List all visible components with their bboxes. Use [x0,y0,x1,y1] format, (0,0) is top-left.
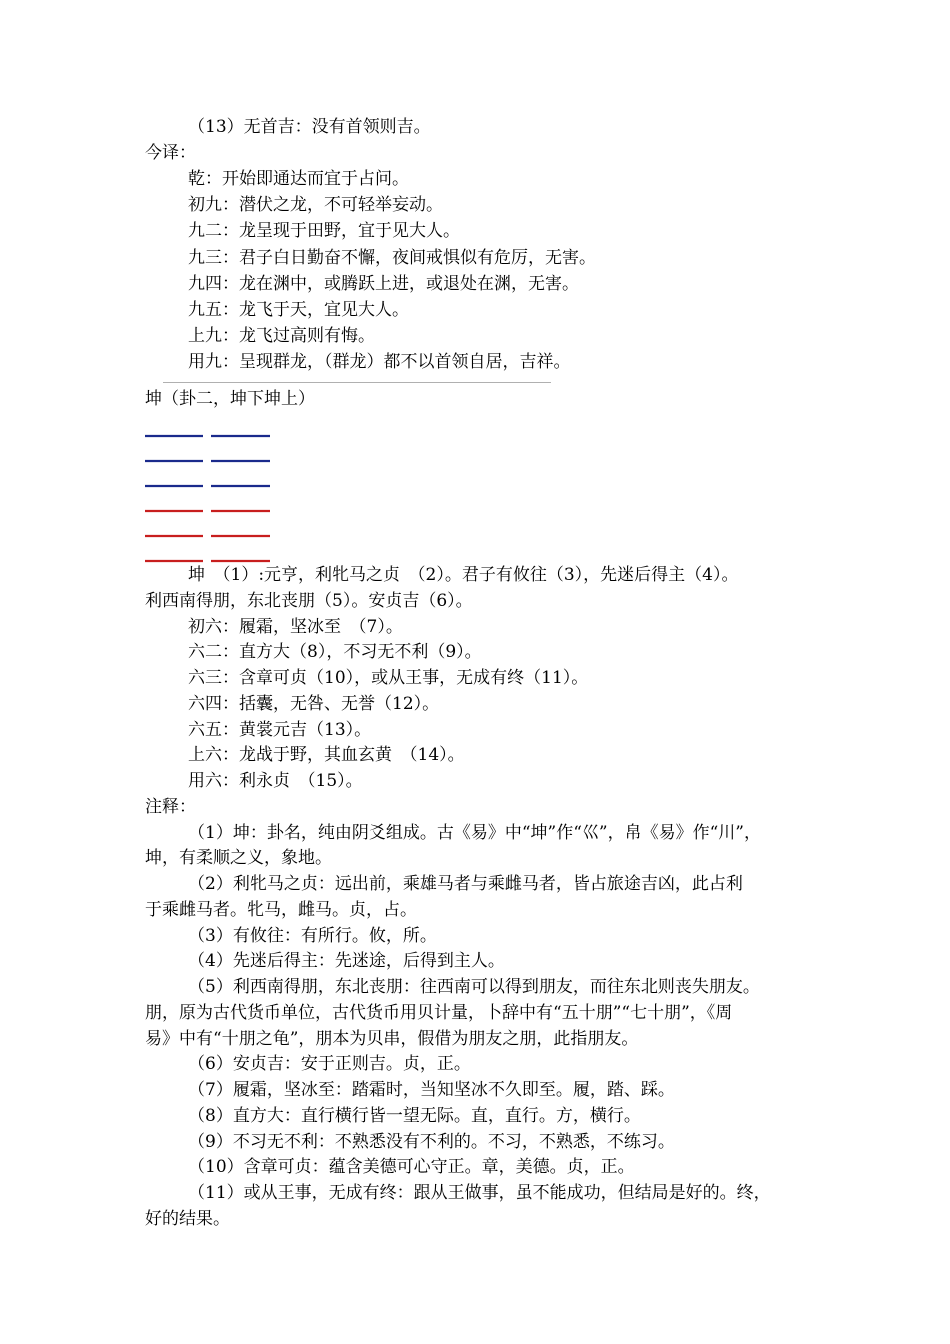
text-line: 六五：黄裳元吉（13）。 [188,719,372,740]
text-line: 九三：君子白日勤奋不懈，夜间戒惧似有危厉，无害。 [188,247,596,268]
text-line: 九五：龙飞于天，宜见大人。 [188,299,409,320]
text-line: 六四：括囊，无咎、无誉（12）。 [188,693,440,714]
text-line: 上六：龙战于野，其血玄黄 （14）。 [188,745,465,766]
section-divider [163,382,551,383]
text-line: 九四：龙在渊中，或腾跃上进，或退处在渊，无害。 [188,273,579,294]
text-line: 注释： [145,796,196,817]
text-line: 于乘雌马者。牝马，雌马。贞，占。 [145,899,417,920]
text-line: （13）无首吉：没有首领则吉。 [188,117,431,137]
text-line: （10）含章可贞：蕴含美德可心守正。章，美德。贞，正。 [188,1157,635,1178]
kun-hexagram-figure [145,425,275,565]
text-line: （2）利牝马之贞：远出前，乘雄马者与乘雌马者，皆占旅途吉凶，此占利 [188,874,743,894]
text-line: 六二：直方大（8），不习无不利（9）。 [188,642,482,663]
text-line: 朋，原为古代货币单位，古代货币用贝计量，卜辞中有“五十朋”“七十朋”，《周 [145,1002,733,1023]
text-line: （8）直方大：直行横行皆一望无际。直，直行。方，横行。 [188,1105,641,1126]
text-line: （4）先迷后得主：先迷途，后得到主人。 [188,951,505,972]
text-line: （3）有攸往：有所行。攸，所。 [188,925,437,946]
text-line: （6）安贞吉：安于正则吉。贞，正。 [188,1054,471,1075]
text-line: 坤 （1）:元亨，利牝马之贞 （2）。君子有攸往（3），先迷后得主（4）。 [188,565,739,585]
text-line: 坤，有柔顺之义，象地。 [145,848,332,869]
text-line: 用九：呈现群龙，（群龙）都不以首领自居，吉祥。 [188,351,571,372]
hexagram-lines [145,425,275,565]
text-line: 利西南得朋，东北丧朋（5）。安贞吉（6）。 [145,590,473,611]
text-line: 六三：含章可贞（10），或从王事，无成有终（11）。 [188,668,589,688]
text-line: （11）或从王事，无成有终：跟从王做事，虽不能成功，但结局是好的。终， [188,1183,771,1203]
text-line: 九二：龙呈现于田野，宜于见大人。 [188,221,460,242]
text-line: 上九：龙飞过高则有悔。 [188,325,375,346]
text-line: 初六：履霜，坚冰至 （7）。 [188,616,403,637]
text-line: （1）坤：卦名，纯由阴爻组成。古《易》中“坤”作“巛”，帛《易》作“川”， [188,822,761,843]
text-line: （9）不习无不利：不熟悉没有不利的。不习，不熟悉，不练习。 [188,1131,675,1152]
text-line: 易》中有“十朋之龟”，朋本为贝串，假借为朋友之朋，此指朋友。 [145,1028,639,1049]
hexagram-title: 坤（卦二，坤下坤上） [145,389,315,409]
text-line: 乾：开始即通达而宜于占问。 [188,169,409,190]
text-line: 用六：利永贞 （15）。 [188,771,363,791]
text-line: 初九：潜伏之龙，不可轻举妄动。 [188,195,443,216]
text-line: （7）履霜，坚冰至：踏霜时，当知坚冰不久即至。履，踏、踩。 [188,1080,675,1100]
text-line: 好的结果。 [145,1208,230,1229]
text-line: 今译： [145,143,196,164]
text-line: （5）利西南得朋，东北丧朋：往西南可以得到朋友，而往东北则丧失朋友。 [188,977,760,997]
